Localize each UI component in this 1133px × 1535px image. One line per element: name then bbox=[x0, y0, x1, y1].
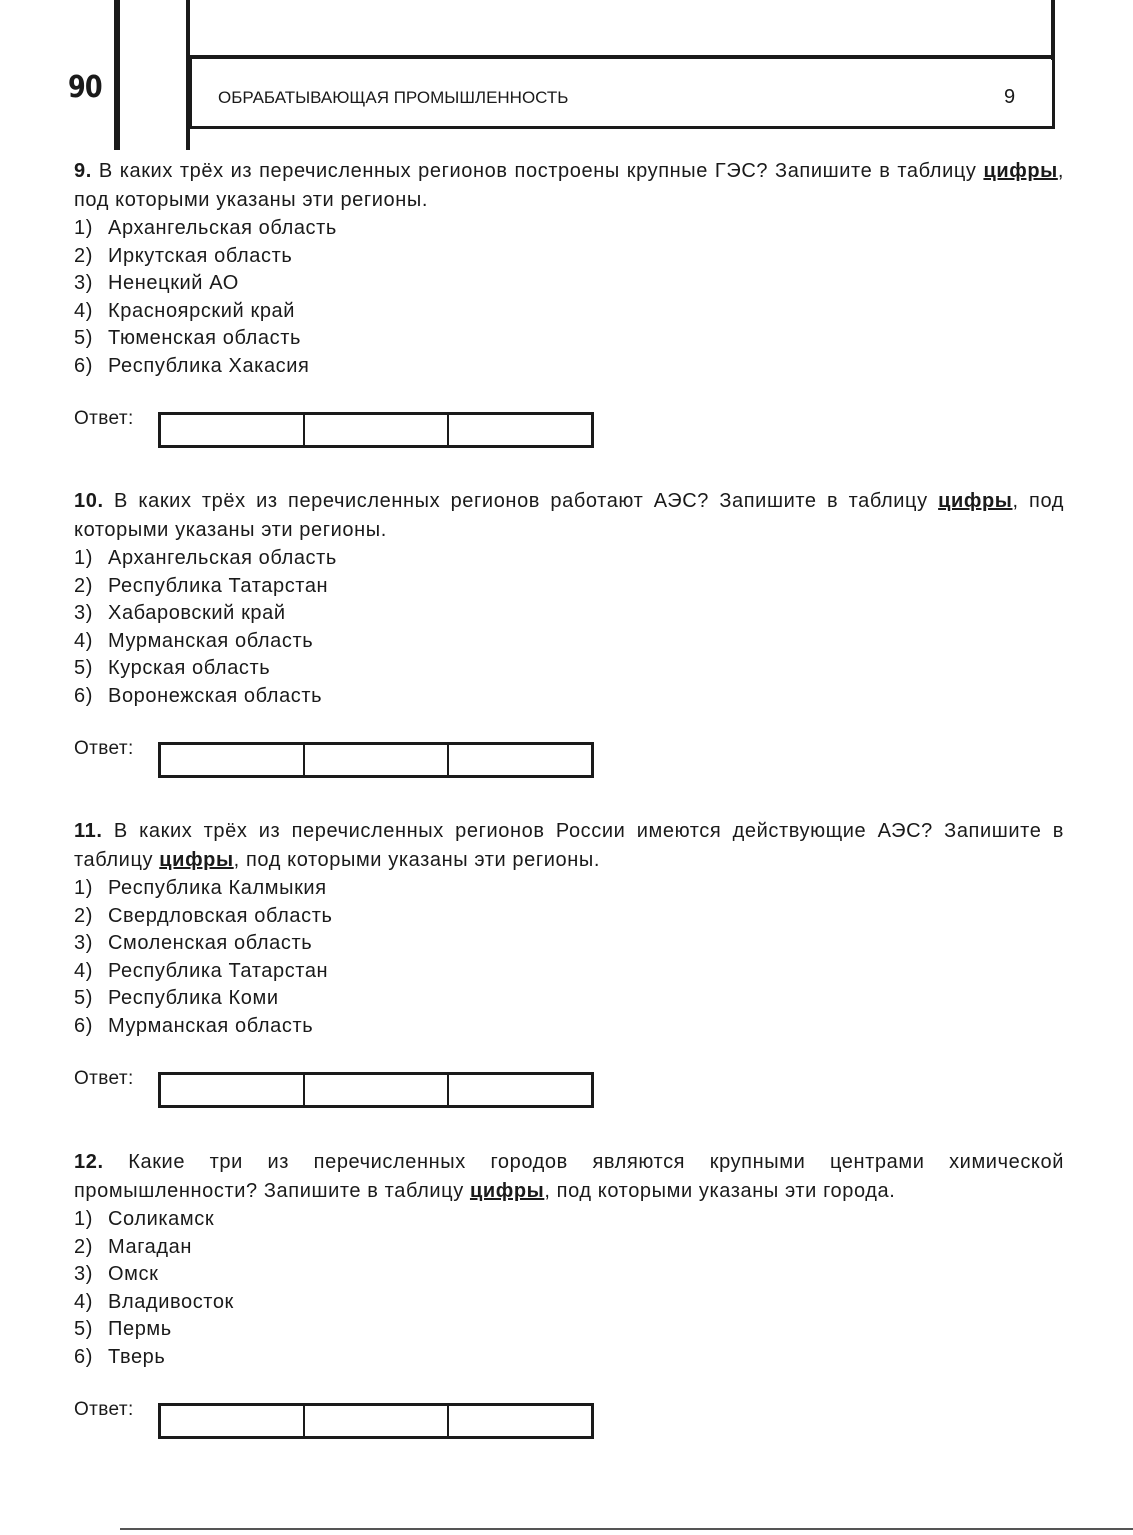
answer-table bbox=[158, 1072, 594, 1108]
section-number: 9 bbox=[1004, 86, 1016, 108]
list-item bbox=[74, 270, 1064, 298]
option-index: 1) bbox=[74, 217, 93, 239]
prompt-emphasis: цифры bbox=[983, 160, 1058, 182]
option-text: Хабаровский край bbox=[108, 602, 286, 625]
prompt-text: В каких трёх из перечисленных регионов работают АЭС? Запишите в таблицу bbox=[114, 490, 939, 512]
option-text: Ненецкий АО bbox=[108, 272, 239, 295]
section-title: ОБРАБАТЫВАЮЩАЯ ПРОМЫШЛЕННОСТЬ bbox=[218, 88, 569, 107]
task-number: 11. bbox=[74, 820, 103, 842]
answer-cell[interactable] bbox=[449, 1406, 591, 1436]
option-index: 1) bbox=[74, 1208, 93, 1230]
list-item bbox=[74, 1206, 1064, 1234]
option-text: Воронежская область bbox=[108, 684, 323, 707]
task-number: 9. bbox=[74, 160, 92, 182]
option-index: 4) bbox=[74, 959, 93, 982]
option-text: Красноярский край bbox=[108, 299, 296, 322]
task-11 bbox=[74, 817, 1064, 1112]
answer-label: Ответ: bbox=[74, 1067, 134, 1089]
option-text: Республика Коми bbox=[108, 987, 279, 1010]
answer-table bbox=[158, 742, 594, 778]
task-12 bbox=[74, 1148, 1064, 1443]
prompt-emphasis: цифры bbox=[938, 490, 1013, 512]
answer-row bbox=[74, 738, 1064, 782]
answer-cell[interactable] bbox=[449, 1075, 591, 1105]
list-item bbox=[74, 573, 1064, 601]
option-text: Магадан bbox=[108, 1235, 193, 1258]
option-text: Республика Хакасия bbox=[108, 354, 310, 377]
option-text: Архангельская область bbox=[108, 217, 337, 239]
prompt-text-end: , под которыми указаны эти регионы. bbox=[74, 490, 1064, 541]
answer-row bbox=[74, 1068, 1064, 1112]
list-item bbox=[74, 903, 1064, 931]
list-item bbox=[74, 215, 1064, 243]
task-prompt bbox=[74, 1148, 1064, 1206]
option-index: 2) bbox=[74, 904, 93, 927]
prompt-text: Какие три из перечисленных городов являются крупными центрами химической промышленности? Запишите в таблицу bbox=[74, 1151, 1064, 1202]
list-item bbox=[74, 628, 1064, 656]
list-item bbox=[74, 1316, 1064, 1344]
list-item bbox=[74, 1234, 1064, 1262]
answer-label: Ответ: bbox=[74, 407, 134, 429]
list-item bbox=[74, 985, 1064, 1013]
option-index: 1) bbox=[74, 877, 93, 899]
prompt-text-end: , под которыми указаны эти города. bbox=[544, 1180, 896, 1202]
answer-table bbox=[158, 1403, 594, 1439]
option-index: 2) bbox=[74, 244, 93, 267]
prompt-text-end: , под которыми указаны эти регионы. bbox=[74, 160, 1064, 211]
option-index: 6) bbox=[74, 684, 93, 707]
answer-cell[interactable] bbox=[305, 745, 449, 775]
answer-cell[interactable] bbox=[305, 415, 449, 445]
option-text: Мурманская область bbox=[108, 629, 314, 652]
list-item bbox=[74, 353, 1064, 381]
option-index: 2) bbox=[74, 1235, 93, 1258]
answer-cell[interactable] bbox=[161, 745, 305, 775]
task-9 bbox=[74, 157, 1064, 452]
option-index: 2) bbox=[74, 574, 93, 597]
option-index: 4) bbox=[74, 299, 93, 322]
option-index: 3) bbox=[74, 272, 93, 295]
list-item bbox=[74, 1289, 1064, 1317]
option-index: 6) bbox=[74, 354, 93, 377]
answer-cell[interactable] bbox=[161, 1406, 305, 1436]
answer-cell[interactable] bbox=[449, 745, 591, 775]
option-text: Омск bbox=[108, 1263, 159, 1286]
options-list bbox=[74, 545, 1064, 711]
answer-table bbox=[158, 412, 594, 448]
task-prompt bbox=[74, 487, 1064, 545]
option-index: 4) bbox=[74, 629, 93, 652]
prompt-text: В каких трёх из перечисленных регионов построены крупные ГЭС? Запишите в таблицу bbox=[98, 160, 984, 182]
prompt-text-end: , под которыми указаны эти регионы. bbox=[233, 849, 601, 871]
option-text: Республика Калмыкия bbox=[108, 877, 327, 899]
footer-rule bbox=[120, 1528, 1133, 1530]
option-text: Иркутская область bbox=[108, 244, 293, 267]
answer-label: Ответ: bbox=[74, 737, 134, 759]
option-text: Смоленская область bbox=[108, 932, 313, 955]
left-margin-bar bbox=[114, 0, 120, 150]
list-item bbox=[74, 1261, 1064, 1289]
task-prompt bbox=[74, 157, 1064, 215]
prompt-emphasis: цифры bbox=[469, 1180, 545, 1202]
option-text: Курская область bbox=[108, 657, 271, 680]
answer-cell[interactable] bbox=[305, 1406, 449, 1436]
option-index: 3) bbox=[74, 932, 93, 955]
list-item bbox=[74, 683, 1064, 711]
prompt-text: В каких трёх из перечисленных регионов России имеются действующие АЭС? Запишите в таблицу bbox=[74, 820, 1064, 871]
list-item bbox=[74, 1344, 1064, 1372]
list-item bbox=[74, 325, 1064, 353]
task-10 bbox=[74, 487, 1064, 782]
option-text: Мурманская область bbox=[108, 1014, 314, 1037]
option-index: 4) bbox=[74, 1290, 93, 1313]
options-list bbox=[74, 1206, 1064, 1372]
list-item bbox=[74, 1013, 1064, 1041]
list-item bbox=[74, 875, 1064, 903]
option-text: Пермь bbox=[108, 1318, 172, 1341]
option-index: 5) bbox=[74, 1318, 93, 1341]
option-text: Республика Татарстан bbox=[108, 959, 329, 982]
answer-label: Ответ: bbox=[74, 1398, 134, 1420]
option-index: 5) bbox=[74, 327, 93, 350]
option-text: Свердловская область bbox=[108, 904, 333, 927]
option-text: Тверь bbox=[108, 1345, 166, 1368]
option-index: 3) bbox=[74, 1263, 93, 1286]
list-item bbox=[74, 655, 1064, 683]
task-number: 10. bbox=[74, 490, 104, 512]
option-text: Республика Татарстан bbox=[108, 574, 329, 597]
options-list bbox=[74, 875, 1064, 1041]
page-number: 90 bbox=[68, 70, 102, 105]
prompt-emphasis: цифры bbox=[159, 849, 234, 871]
list-item bbox=[74, 298, 1064, 326]
option-text: Владивосток bbox=[108, 1290, 234, 1313]
list-item bbox=[74, 243, 1064, 271]
option-index: 6) bbox=[74, 1345, 93, 1368]
task-prompt bbox=[74, 817, 1064, 875]
option-text: Архангельская область bbox=[108, 547, 337, 569]
option-index: 3) bbox=[74, 602, 93, 625]
option-text: Соликамск bbox=[108, 1208, 215, 1230]
answer-cell[interactable] bbox=[161, 1075, 305, 1105]
answer-cell[interactable] bbox=[305, 1075, 449, 1105]
list-item bbox=[74, 958, 1064, 986]
option-index: 5) bbox=[74, 987, 93, 1010]
task-number: 12. bbox=[74, 1151, 104, 1173]
answer-row bbox=[74, 1399, 1064, 1443]
list-item bbox=[74, 545, 1064, 573]
answer-cell[interactable] bbox=[449, 415, 591, 445]
list-item bbox=[74, 930, 1064, 958]
answer-cell[interactable] bbox=[161, 415, 305, 445]
option-text: Тюменская область bbox=[108, 327, 301, 350]
option-index: 1) bbox=[74, 547, 93, 569]
option-index: 5) bbox=[74, 657, 93, 680]
options-list bbox=[74, 215, 1064, 381]
header-right-rule bbox=[1051, 0, 1055, 60]
option-index: 6) bbox=[74, 1014, 93, 1037]
list-item bbox=[74, 600, 1064, 628]
answer-row bbox=[74, 408, 1064, 452]
